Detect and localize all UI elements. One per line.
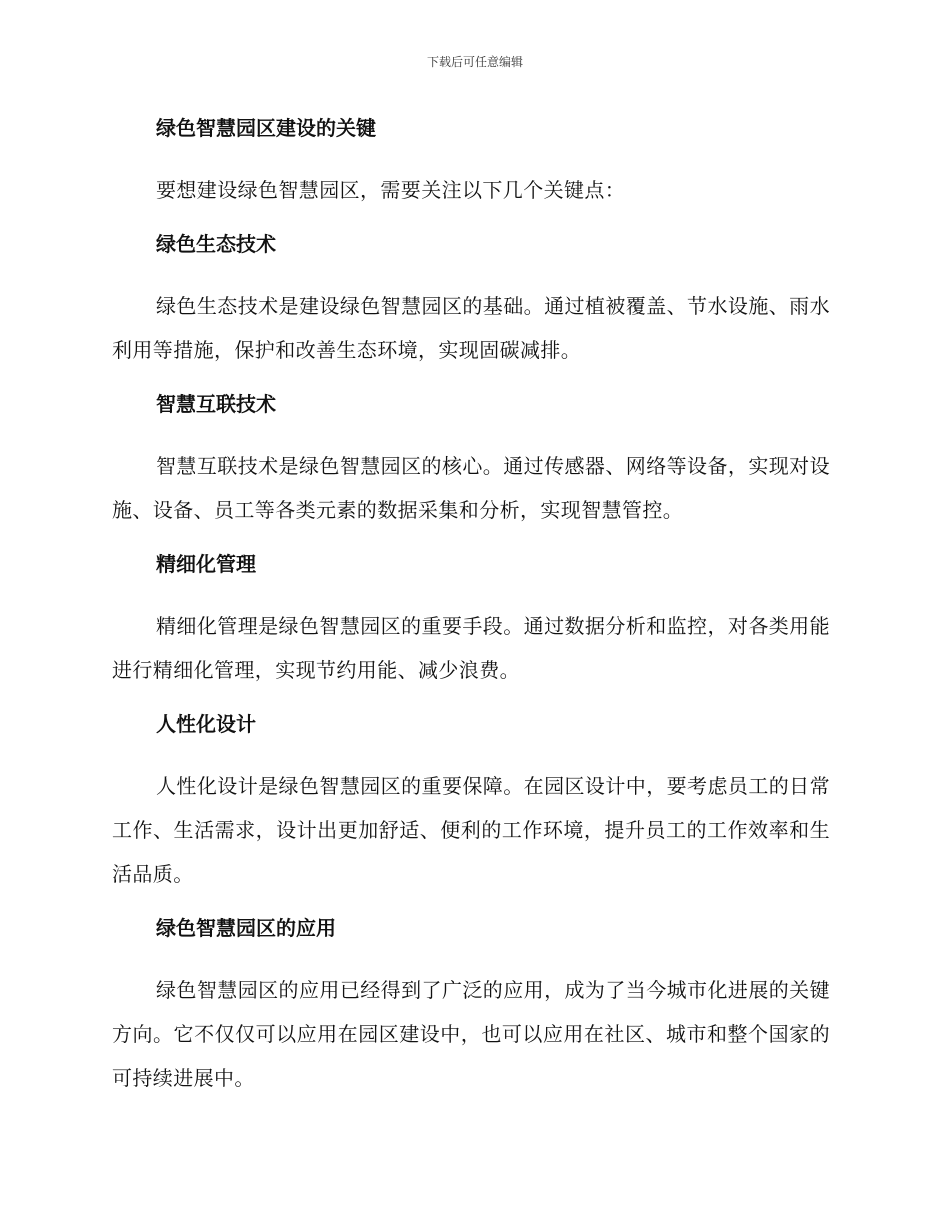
section-body-smart-interconnect: 智慧互联技术是绿色智慧园区的核心。通过传感器、网络等设备，实现对设施、设备、员工等各类元素的数据采集和分析，实现智慧管控。 bbox=[112, 454, 830, 522]
document-content bbox=[112, 110, 830, 1100]
section-heading-human-design: 人性化设计 bbox=[156, 712, 256, 736]
section-heading-application: 绿色智慧园区的应用 bbox=[156, 916, 336, 940]
header-note: 下载后可任意编辑 bbox=[426, 55, 523, 69]
section-heading-smart-interconnect: 智慧互联技术 bbox=[156, 392, 276, 416]
section-heading-green-eco-tech: 绿色生态技术 bbox=[156, 232, 276, 256]
section-body-green-eco-tech: 绿色生态技术是建设绿色智慧园区的基础。通过植被覆盖、节水设施、雨水利用等措施，保护和改善生态环境，实现固碳减排。 bbox=[112, 294, 830, 362]
section-body-fine-management: 精细化管理是绿色智慧园区的重要手段。通过数据分析和监控，对各类用能进行精细化管理，实现节约用能、减少浪费。 bbox=[112, 614, 830, 682]
section-body-human-design: 人性化设计是绿色智慧园区的重要保障。在园区设计中，要考虑员工的日常工作、生活需求，设计出更加舒适、便利的工作环境，提升员工的工作效率和生活品质。 bbox=[112, 774, 830, 886]
section-heading-fine-management: 精细化管理 bbox=[156, 552, 256, 576]
document-title: 绿色智慧园区建设的关键 bbox=[156, 116, 376, 140]
section-body-application: 绿色智慧园区的应用已经得到了广泛的应用，成为了当今城市化进展的关键方向。它不仅仅可以应用在园区建设中，也可以应用在社区、城市和整个国家的可持续进展中。 bbox=[112, 978, 830, 1090]
intro-paragraph: 要想建设绿色智慧园区，需要关注以下几个关键点： bbox=[156, 178, 626, 202]
